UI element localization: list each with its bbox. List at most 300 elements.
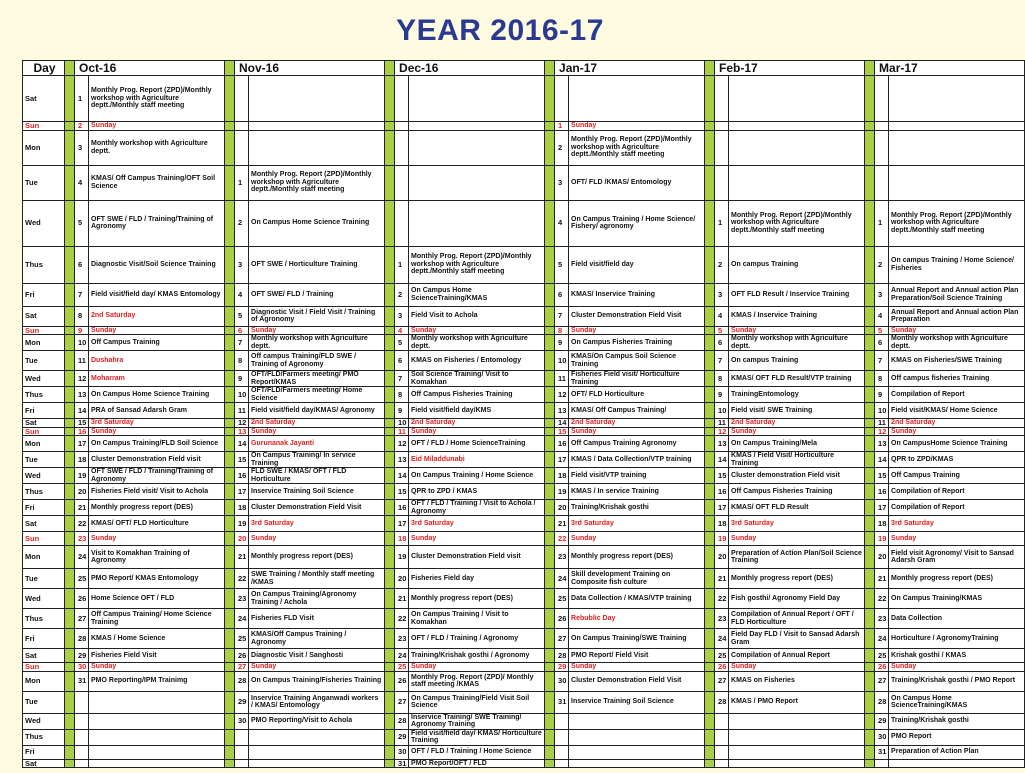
date-cell: 9 [715,387,729,403]
date-cell: 8 [395,387,409,403]
date-cell: 15 [875,468,889,484]
date-cell: 5 [555,246,569,283]
divider [225,351,235,371]
date-cell [875,76,889,122]
activity-cell: Inservice Training Anganwadi workers / KMAS/ Entomology [249,691,385,713]
divider [65,165,75,200]
activity-cell: SWE Training / Monthly staff meeting /KMAS [249,569,385,589]
activity-cell: Compilation of Annual Report / OFT / FLD Horticulture [729,609,865,629]
divider [865,589,875,609]
day-cell: Sun [23,532,65,546]
date-cell: 17 [555,452,569,468]
day-cell: Sun [23,326,65,335]
activity-cell: Diagnostic Visit / Sanghosti [249,649,385,663]
divider [225,419,235,428]
divider [865,663,875,672]
activity-cell: PMO Reporting/IPM Trainimg [89,671,225,691]
activity-cell: Sunday [569,122,705,131]
date-cell: 29 [395,729,409,745]
activity-cell: Off Campus Training/ Home Science Training [89,609,225,629]
day-cell: Wed [23,200,65,246]
divider [65,569,75,589]
divider [545,629,555,649]
date-cell: 20 [75,484,89,500]
day-cell: Tue [23,569,65,589]
activity-cell: On Campus Training/Mela [729,436,865,452]
month-header: Nov-16 [235,61,385,76]
activity-cell: Off Campus Training [889,468,1025,484]
date-cell: 6 [555,283,569,306]
activity-cell: Field visit/KMAS/ Home Science [889,403,1025,419]
date-cell: 13 [75,387,89,403]
date-cell: 15 [235,452,249,468]
table-row [23,122,1025,131]
date-cell: 1 [75,76,89,122]
divider [545,351,555,371]
date-cell [235,745,249,759]
divider [65,122,75,131]
activity-cell [89,691,225,713]
divider [705,122,715,131]
divider [65,61,75,76]
month-header: Oct-16 [75,61,225,76]
date-cell: 5 [875,326,889,335]
activity-cell: KMAS/ Inservice Training [569,283,705,306]
activity-cell: Fisheries Field visit/ Visit to Achola [89,484,225,500]
date-cell: 12 [235,419,249,428]
divider [545,436,555,452]
date-cell [555,713,569,729]
date-cell: 28 [555,649,569,663]
divider [385,200,395,246]
divider [545,546,555,569]
divider [545,569,555,589]
date-cell: 19 [555,484,569,500]
date-cell [555,759,569,768]
divider [705,246,715,283]
activity-cell: 2nd Saturday [249,419,385,428]
day-cell: Sat [23,76,65,122]
activity-cell: 3rd Saturday [249,516,385,532]
activity-cell: KMAS on Fisheries/SWE Training [889,351,1025,371]
table-row [23,326,1025,335]
activity-cell: Off campus Training/FLD SWE / Training of Agronomy [249,351,385,371]
date-cell [555,729,569,745]
day-cell: Thus [23,387,65,403]
date-cell [715,729,729,745]
divider [705,335,715,351]
date-cell: 8 [75,306,89,326]
date-cell: 26 [555,609,569,629]
divider [705,452,715,468]
date-cell [875,165,889,200]
divider [385,419,395,428]
activity-cell: Inservice Training Soil Science [249,484,385,500]
divider [545,671,555,691]
date-cell [75,745,89,759]
day-cell: Mon [23,130,65,165]
activity-cell: OFT SWE / Horticulture Training [249,246,385,283]
date-cell: 9 [875,387,889,403]
date-cell: 23 [715,609,729,629]
activity-cell: KMAS/ Off Campus Training/ [569,403,705,419]
activity-cell [889,122,1025,131]
divider [545,609,555,629]
divider [65,283,75,306]
activity-cell: Soil Science Training/ Visit to Komakhan [409,371,545,387]
date-cell: 13 [875,436,889,452]
activity-cell [409,122,545,131]
divider [65,130,75,165]
activity-cell: OFT / FLD / Training / Home Science [409,745,545,759]
activity-cell: Field visit Agronomy/ Visit to Sansad Adarsh Gram [889,546,1025,569]
table-row [23,130,1025,165]
date-cell: 21 [715,569,729,589]
activity-cell: PMO Report/OFT / FLD [409,759,545,768]
date-cell: 22 [555,532,569,546]
activity-cell: Monthly Prog. Report (ZPD)/Monthly workshop with Agriculture deptt./Monthly staff meeting [89,76,225,122]
date-cell: 23 [875,609,889,629]
date-cell: 20 [235,532,249,546]
activity-cell: Sunday [409,663,545,672]
divider [65,500,75,516]
divider [225,452,235,468]
divider [385,165,395,200]
activity-cell: OFT/ FLD /KMAS/ Entomology [569,165,705,200]
divider [705,589,715,609]
date-cell: 26 [875,663,889,672]
activity-cell: QPR to ZPD / KMAS [409,484,545,500]
activity-cell: Monthly workshop with Agriculture deptt. [249,335,385,351]
divider [545,663,555,672]
date-cell: 17 [715,500,729,516]
activity-cell: Eid Miladdunabi [409,452,545,468]
activity-cell: KMAS / Inservice Training [729,306,865,326]
divider [65,713,75,729]
divider [705,403,715,419]
divider [225,759,235,768]
activity-cell: On Campus Training/Agronomy Training / Achola [249,589,385,609]
divider [65,419,75,428]
divider [865,569,875,589]
divider [705,500,715,516]
date-cell: 18 [555,468,569,484]
divider [705,649,715,663]
divider [705,283,715,306]
date-cell: 21 [235,546,249,569]
divider [225,713,235,729]
divider [705,419,715,428]
divider [385,589,395,609]
activity-cell: Data Collection / KMAS/VTP training [569,589,705,609]
divider [225,691,235,713]
table-row [23,200,1025,246]
day-cell: Tue [23,351,65,371]
date-cell: 26 [715,663,729,672]
divider [865,436,875,452]
divider [385,351,395,371]
activity-cell: Skill development Training on Composite fish culture [569,569,705,589]
activity-cell: Annual Report and Annual action Plan Preparation/Soil Science Training [889,283,1025,306]
activity-cell: Training/Krishak gosthi / Agronomy [409,649,545,663]
date-cell: 1 [875,200,889,246]
activity-cell: Cluster Demonstration Field Visit [249,500,385,516]
activity-cell: Sunday [569,427,705,436]
activity-cell [409,130,545,165]
divider [705,468,715,484]
divider [65,387,75,403]
activity-cell: Fisheries Field visit/ Horticulture Training [569,371,705,387]
divider [545,387,555,403]
date-cell: 17 [395,516,409,532]
divider [385,335,395,351]
date-cell [715,165,729,200]
activity-cell [409,76,545,122]
activity-cell: Inservice Training/ SWE Training/ Agronomy Training [409,713,545,729]
activity-cell: Fisheries Field day [409,569,545,589]
activity-cell: Sunday [249,663,385,672]
table-row [23,649,1025,663]
divider [705,569,715,589]
divider [865,759,875,768]
day-cell: Sat [23,419,65,428]
activity-cell [729,165,865,200]
table-row [23,283,1025,306]
divider [865,609,875,629]
date-cell: 30 [395,745,409,759]
activity-cell [569,76,705,122]
activity-cell: Cluster demonstration Field visit [729,468,865,484]
day-cell: Wed [23,589,65,609]
date-cell: 19 [395,546,409,569]
activity-cell: KMAS / In service Training [569,484,705,500]
date-cell: 8 [875,371,889,387]
date-cell: 9 [235,371,249,387]
date-cell: 7 [395,371,409,387]
divider [65,516,75,532]
date-cell: 13 [555,403,569,419]
date-cell: 7 [235,335,249,351]
activity-cell: 2nd Saturday [89,306,225,326]
date-cell [715,759,729,768]
date-cell: 20 [395,569,409,589]
date-cell: 28 [395,713,409,729]
date-cell: 27 [395,691,409,713]
date-cell: 25 [715,649,729,663]
table-row [23,663,1025,672]
divider [65,663,75,672]
date-cell: 27 [715,671,729,691]
calendar-body [23,76,1025,768]
activity-cell: 2nd Saturday [569,419,705,428]
date-cell: 25 [875,649,889,663]
day-cell: Sun [23,122,65,131]
date-cell: 3 [555,165,569,200]
date-cell: 2 [875,246,889,283]
divider [865,335,875,351]
activity-cell: Training/Krishak gosthi [889,713,1025,729]
divider [545,516,555,532]
table-row [23,76,1025,122]
divider [865,61,875,76]
table-row [23,729,1025,745]
activity-cell: KMAS/On Campus Soil Science Training [569,351,705,371]
divider [545,452,555,468]
date-cell: 18 [715,516,729,532]
month-header: Feb-17 [715,61,865,76]
divider [385,76,395,122]
activity-cell: Diagnostic Visit / Field Visit / Training of Agronomy [249,306,385,326]
date-cell: 31 [555,691,569,713]
divider [225,516,235,532]
date-cell: 21 [875,569,889,589]
date-cell: 24 [875,629,889,649]
date-cell [715,122,729,131]
day-cell: Fri [23,403,65,419]
divider [705,691,715,713]
divider [385,745,395,759]
divider [865,246,875,283]
divider [545,306,555,326]
date-cell: 31 [875,745,889,759]
date-cell: 14 [235,436,249,452]
date-cell: 12 [395,436,409,452]
divider [705,759,715,768]
divider [225,546,235,569]
date-cell: 12 [875,427,889,436]
activity-cell [569,713,705,729]
day-cell: Mon [23,546,65,569]
date-cell: 5 [395,335,409,351]
divider [705,427,715,436]
date-cell: 25 [395,663,409,672]
activity-cell [249,130,385,165]
activity-cell: Sunday [569,532,705,546]
divider [865,419,875,428]
activity-cell [89,713,225,729]
date-cell: 15 [75,419,89,428]
divider [385,283,395,306]
page-title: YEAR 2016-17 [396,14,604,47]
divider [865,326,875,335]
day-cell: Sun [23,663,65,672]
activity-cell: PRA of Sansad Adarsh Gram [89,403,225,419]
divider [385,484,395,500]
activity-cell [89,729,225,745]
day-cell: Wed [23,713,65,729]
divider [65,306,75,326]
date-cell: 16 [555,436,569,452]
date-cell: 19 [235,516,249,532]
activity-cell [889,130,1025,165]
date-cell: 8 [235,351,249,371]
divider [225,649,235,663]
date-cell: 22 [75,516,89,532]
date-cell: 28 [75,629,89,649]
activity-cell: Sunday [249,326,385,335]
activity-cell: Sunday [889,532,1025,546]
date-cell: 31 [75,671,89,691]
divider [65,589,75,609]
activity-cell: On Campus Training / Visit to Komakhan [409,609,545,629]
date-cell: 21 [395,589,409,609]
date-cell: 27 [235,663,249,672]
activity-cell: Sunday [249,427,385,436]
activity-cell: Fish gosthi/ Agronomy Field Day [729,589,865,609]
activity-cell: Field Visit to Achola [409,306,545,326]
date-cell: 26 [75,589,89,609]
activity-cell: On Campus Training/Field Visit Soil Science [409,691,545,713]
activity-cell: Monthly workshop with Agriculture deptt. [409,335,545,351]
table-row [23,468,1025,484]
date-cell [75,691,89,713]
activity-cell: 2nd Saturday [729,419,865,428]
date-cell: 16 [715,484,729,500]
date-cell: 9 [75,326,89,335]
activity-cell: 3rd Saturday [569,516,705,532]
date-cell: 11 [75,351,89,371]
activity-cell: Sunday [409,427,545,436]
date-cell: 24 [75,546,89,569]
divider [705,713,715,729]
activity-cell: OFT SWE / FLD / Training/Training of Agronomy [89,200,225,246]
date-cell: 18 [235,500,249,516]
activity-cell: Sunday [729,663,865,672]
divider [705,671,715,691]
activity-cell: KMAS/ Off Campus Training/OFT Soil Science [89,165,225,200]
divider [545,759,555,768]
activity-cell: Off Campus Training [89,335,225,351]
divider [705,745,715,759]
date-cell: 21 [555,516,569,532]
table-row [23,546,1025,569]
activity-cell: Cluster Demonstration Field Visit [569,671,705,691]
date-cell: 29 [555,663,569,672]
divider [65,200,75,246]
divider [65,629,75,649]
activity-cell: KMAS / Data Collection/VTP training [569,452,705,468]
table-row [23,500,1025,516]
activity-cell: Preparation of Action Plan/Soil Science Training [729,546,865,569]
activity-cell: Sunday [409,326,545,335]
divider [385,609,395,629]
activity-cell [409,165,545,200]
date-cell: 24 [235,609,249,629]
divider [225,671,235,691]
date-cell: 4 [75,165,89,200]
activity-cell: Horticulture / AgronomyTraining [889,629,1025,649]
date-cell [395,130,409,165]
activity-cell: PMO Report/ KMAS Entomology [89,569,225,589]
activity-cell: Monthly progress report (DES) [249,546,385,569]
date-cell: 15 [395,484,409,500]
activity-cell: Sunday [569,663,705,672]
activity-cell: On Campus Home Science Training [249,200,385,246]
day-cell: Sat [23,306,65,326]
divider [225,200,235,246]
day-cell: Fri [23,629,65,649]
date-cell: 11 [875,419,889,428]
date-cell: 28 [875,691,889,713]
table-row [23,609,1025,629]
divider [705,130,715,165]
date-cell: 19 [75,468,89,484]
month-header: Dec-16 [395,61,545,76]
activity-cell: PMO Report [889,729,1025,745]
divider [865,629,875,649]
divider [385,691,395,713]
divider [385,61,395,76]
